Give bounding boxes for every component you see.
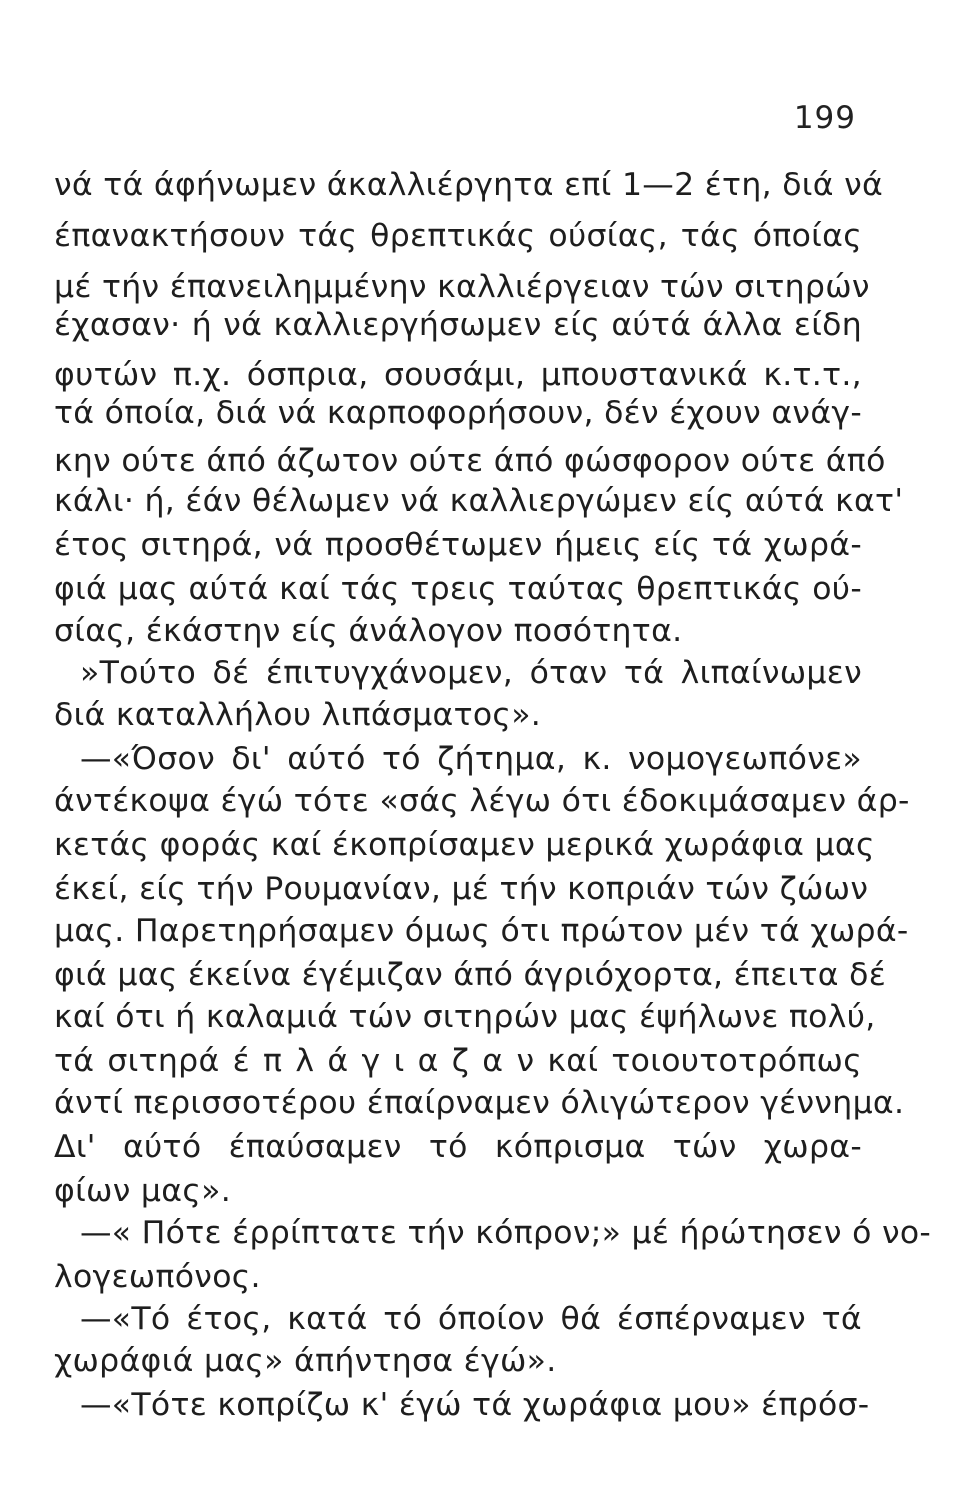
text-line: Δι' αύτό έπαύσαμεν τό κόπρισμα τών χωρα- [54,1129,862,1165]
text-line: —«Όσον δι' αύτό τό ζήτημα, κ. νομογεωπόνε» [80,741,862,777]
text-line: άντί περισσοτέρου έπαίρναμεν όλιγώτερον γέννημα. [54,1085,905,1121]
text-line: έκεί, είς τήν Ρουμανίαν, μέ τήν κοπριάν τών ζώων [54,871,869,907]
text-line: τά όποία, διά νά καρποφορήσουν, δέν έχουν ανάγ- [54,395,862,431]
text-line: —« Πότε έρρίπτατε τήν κόπρον;» μέ ήρώτησεν ό νο- [80,1215,932,1251]
text-line: άντέκοψα έγώ τότε «σάς λέγω ότι έδοκιμάσαμεν άρ- [54,783,910,819]
text-line: κάλι· ή, έάν θέλωμεν νά καλλιεργώμεν είς αύτά κατ' [54,483,904,519]
text-line: μας. Παρετηρήσαμεν όμως ότι πρώτον μέν τά χωρά- [54,913,909,949]
text-line: —«Τό έτος, κατά τό όποίον θά έσπέρναμεν τά [80,1301,862,1337]
text-line: έπανακτήσουν τάς θρεπτικάς ούσίας, τάς όποίας [54,218,862,254]
text-line: »Τούτο δέ έπιτυγχάνομεν, όταν τά λιπαίνωμεν [80,655,862,691]
text-line: κετάς φοράς καί έκοπρίσαμεν μερικά χωράφια μας [54,827,875,863]
text-line: χωράφιά μας» άπήντησα έγώ». [54,1343,557,1379]
text-line: τά σιτηρά έ π λ ά γ ι α ζ α ν καί τοιουτοτρόπως [54,1043,862,1079]
text-line: νά τά άφήνωμεν άκαλλιέργητα επί 1—2 έτη, διά νά [54,167,884,203]
text-line: φίων μας». [54,1173,232,1209]
text-line: λογεωπόνος. [54,1259,261,1295]
text-line: —«Τότε κοπρίζω κ' έγώ τά χωράφια μου» έπρόσ- [80,1387,870,1423]
page-number: 199 [793,100,856,136]
text-line: διά καταλλήλου λιπάσματος». [54,697,542,733]
text-line: μέ τήν έπανειλημμένην καλλιέργειαν τών σιτηρών [54,269,870,305]
text-line: κην ούτε άπό άζωτον ούτε άπό φώσφορον ούτε άπό [54,443,886,479]
text-line: έχασαν· ή νά καλλιεργήσωμεν είς αύτά άλλα είδη [54,307,862,343]
text-line: φυτών π.χ. όσπρια, σουσάμι, μπουστανικά κ.τ.τ., [54,357,862,393]
text-line: καί ότι ή καλαμιά τών σιτηρών μας έψήλωνε πολύ, [54,999,876,1035]
text-line: έτος σιτηρά, νά προσθέτωμεν ήμεις είς τά χωρά- [54,527,862,563]
text-line: φιά μας αύτά καί τάς τρεις ταύτας θρεπτικάς ού- [54,571,862,607]
text-line: φιά μας έκείνα έγέμιζαν άπό άγριόχορτα, έπειτα δέ [54,957,887,993]
text-line: σίας, έκάστην είς άνάλογον ποσότητα. [54,613,683,649]
